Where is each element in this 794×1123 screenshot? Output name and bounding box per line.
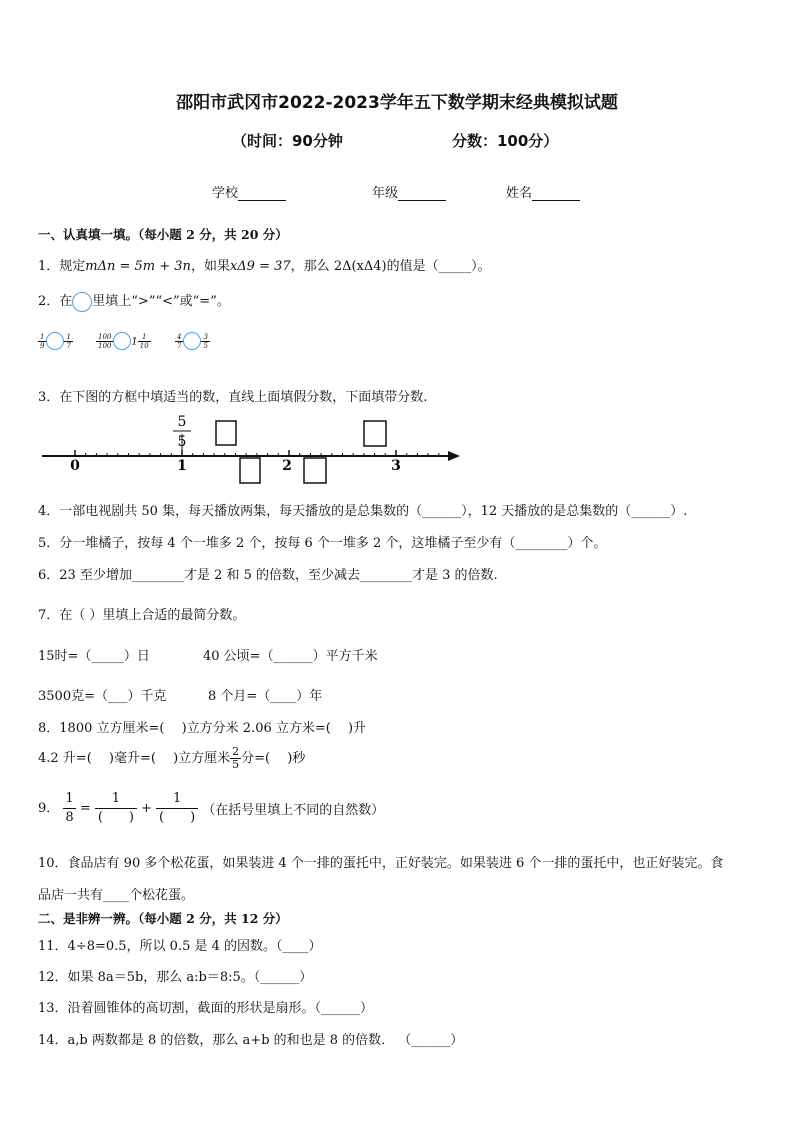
time-info: （时间：90分钟 <box>232 132 343 150</box>
improper-fraction-numerator: 5 <box>177 414 187 430</box>
number-line-labels <box>70 458 401 474</box>
tick-label-3: 3 <box>391 458 401 474</box>
q7-item-c: 3500克=（___）千克 <box>38 689 167 704</box>
question-7: 7．在（ ）里填上合适的最简分数。 <box>38 608 246 623</box>
question-14: 14．a,b 两数都是 8 的倍数，那么 a+b 的和也是 8 的倍数． （______） <box>38 1033 464 1048</box>
question-4: 4．一部电视剧共 50 集，每天播放两集，每天播放的是总集数的（______），12 天播放的是总集数的（______）. <box>38 504 688 519</box>
score-info: 分数：100分） <box>452 132 559 150</box>
question-2: 2．在 里填上“>”“<”或“=”。 <box>38 290 230 312</box>
name-field: 姓名 <box>506 182 580 201</box>
question-3: 3．在下图的方框中填适当的数，直线上面填假分数，下面填带分数. <box>38 390 428 405</box>
answer-box-below-1 <box>240 458 260 483</box>
section1-heading: 一、认真填一填。（每小题 2 分，共 20 分） <box>38 227 288 242</box>
section2-heading: 二、是非辨一辨。（每小题 2 分，共 12 分） <box>38 911 288 926</box>
number-line-figure <box>0 410 794 490</box>
question-1: 1．规定mΔn = 5m + 3n，如果xΔ9 = 37，那么 2Δ(xΔ4)的值是（_____）。 <box>38 259 491 274</box>
question-8-line1: 8．1800 立方厘米=( )立方分米 2.06 立方米=( )升 <box>38 721 367 736</box>
question-11: 11．4÷8=0.5，所以 0.5 是 4 的因数。（____） <box>38 939 322 954</box>
q2-comparison-3: $\frac{4}{7}$ $\frac{3}{5}$ <box>177 332 208 350</box>
question-13: 13．沿着圆锥体的高切割，截面的形状是扇形。（______） <box>38 1001 374 1016</box>
tick-label-1: 1 <box>177 458 187 474</box>
q7-item-b: 40 公顷=（______）平方千米 <box>203 649 378 664</box>
answer-box-above-2 <box>364 421 386 446</box>
improper-fraction-denominator: 5 <box>177 434 187 450</box>
answer-box-above-1 <box>216 421 236 445</box>
question-6: 6．23 至少增加________才是 2 和 5 的倍数，至少减去________才是 3 的倍数. <box>38 568 498 583</box>
question-5: 5．分一堆橘子，按每 4 个一堆多 2 个，按每 6 个一堆多 2 个，这堆橘子至少有（________）个。 <box>38 536 607 551</box>
question-12: 12．如果 8a＝5b，那么 a:b＝8:5。（______） <box>38 970 313 985</box>
question-8-line2: 4.2 升=( )毫升=( )立方厘米 $\frac{2}{5}$ 分=( )秒 <box>38 745 306 771</box>
number-line-arrow <box>448 451 460 461</box>
question-10-line1: 10．食品店有 90 多个松花蛋，如果装进 4 个一排的蛋托中，正好装完。如果装进 6 个一排的蛋托中，也正好装完。食 <box>38 856 724 871</box>
question-9: 9． $\frac{1}{8}$ = $\frac{1}{( )}$ + $\frac{1}{( )}$ （在括号里填上不同的自然数） <box>38 791 385 825</box>
tick-label-2: 2 <box>282 458 292 474</box>
q7-item-d: 8 个月=（____）年 <box>208 689 323 704</box>
question-10-line2: 品店一共有____个松花蛋。 <box>38 888 195 903</box>
school-field: 学校 <box>212 182 286 201</box>
page-title: 邵阳市武冈市2022-2023学年五下数学期末经典模拟试题 <box>176 93 618 113</box>
q7-item-a: 15时=（_____）日 <box>38 649 150 664</box>
answer-box-below-2 <box>304 458 326 483</box>
tick-label-0: 0 <box>70 458 80 474</box>
q2-comparison-2: $\frac{100}{100}$ 1 $\frac{1}{10}$ <box>98 332 149 350</box>
q2-comparison-1: $\frac{1}{9}$ $\frac{1}{7}$ <box>40 332 71 350</box>
compare-circle <box>72 292 92 312</box>
grade-field: 年级 <box>372 182 446 201</box>
